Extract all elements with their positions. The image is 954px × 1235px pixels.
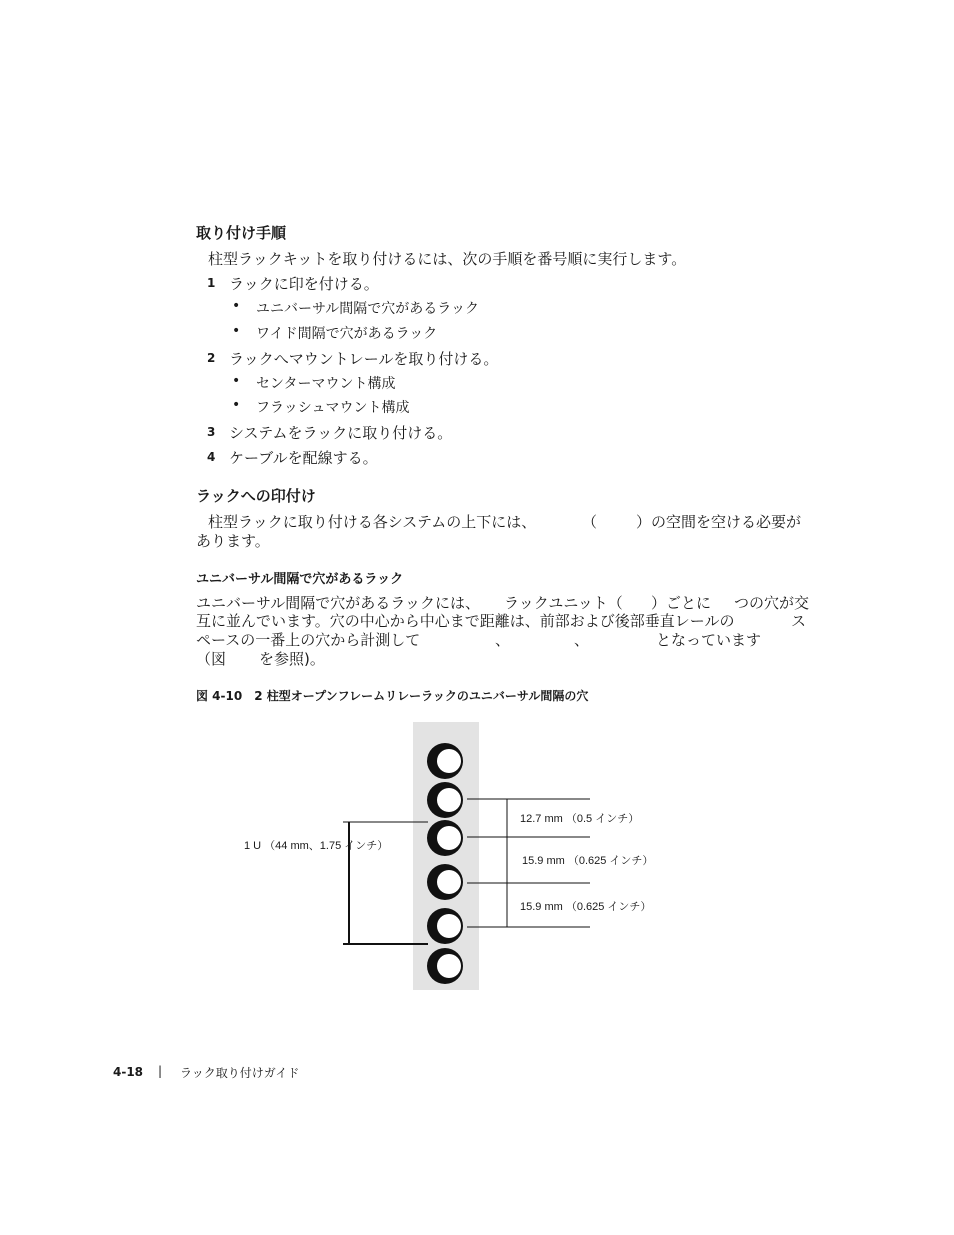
bullet-item: フラッシュマウント構成 xyxy=(256,400,410,416)
subsection-title: ユニバーサル間隔で穴があるラック xyxy=(196,572,404,587)
intro-text: 柱型ラックキットを取り付けるには、次の手順を番号順に実行します。 xyxy=(208,250,687,268)
paragraph-text: ）ごとに xyxy=(651,594,712,612)
section-title-install-steps: 取り付け手順 xyxy=(196,224,287,242)
page-number: 4-18 xyxy=(113,1065,144,1079)
rack-hole-icon xyxy=(427,820,463,856)
paragraph-text: つの穴が交 xyxy=(734,594,810,612)
paragraph-text: （ xyxy=(582,513,598,531)
bullet-icon: • xyxy=(232,373,241,389)
paragraph-text: 、 xyxy=(495,631,511,649)
paragraph-text: を参照)。 xyxy=(259,650,325,668)
rack-hole-icon xyxy=(427,908,463,944)
bullet-icon: • xyxy=(232,298,241,314)
label-1u: 1 U （44 mm、1.75 インチ） xyxy=(244,840,389,852)
footer-guide-title: ラック取り付けガイド xyxy=(180,1066,300,1080)
footer-separator: | xyxy=(158,1064,163,1078)
paragraph-text: （図 xyxy=(196,650,227,668)
figure-caption: 図 4-10 2 柱型オープンフレームリレーラックのユニバーサル間隔の穴 xyxy=(196,689,589,703)
paragraph-text: となっています xyxy=(656,631,762,649)
paragraph-text: 柱型ラックに取り付ける各システムの上下には、 xyxy=(208,513,537,531)
rack-hole-icon xyxy=(427,864,463,900)
bullet-item: ユニバーサル間隔で穴があるラック xyxy=(256,301,480,317)
paragraph-text: 互に並んでいます。穴の中心から中心まで距離は、前部および後部垂直レールの xyxy=(196,612,735,630)
rack-hole-icon xyxy=(427,782,463,818)
step-number: 4 xyxy=(207,450,216,464)
label-dimension: 15.9 mm （0.625 インチ） xyxy=(520,901,652,913)
rack-hole-icon xyxy=(427,948,463,984)
paragraph-text: ラックユニット（ xyxy=(504,594,623,612)
paragraph-text: ユニバーサル間隔で穴があるラックには、 xyxy=(196,594,480,612)
paragraph-text: ）の空間を空ける必要が xyxy=(636,513,802,531)
bullet-icon: • xyxy=(232,323,241,339)
paragraph-text: ス xyxy=(791,612,807,630)
step-number: 2 xyxy=(207,351,216,365)
step-text: ラックへマウントレールを取り付ける。 xyxy=(229,350,499,368)
bullet-icon: • xyxy=(232,397,241,413)
rack-hole-icon xyxy=(427,743,463,779)
paragraph-text: あります。 xyxy=(196,532,270,550)
section-title-marking: ラックへの印付け xyxy=(196,487,316,505)
paragraph-text: 、 xyxy=(574,631,590,649)
step-text: システムをラックに取り付ける。 xyxy=(229,424,453,442)
step-number: 1 xyxy=(207,276,216,290)
paragraph-text: ペースの一番上の穴から計測して xyxy=(196,631,421,649)
step-number: 3 xyxy=(207,425,216,439)
label-dimension: 12.7 mm （0.5 インチ） xyxy=(520,813,640,825)
label-dimension: 15.9 mm （0.625 インチ） xyxy=(522,855,654,867)
step-text: ケーブルを配線する。 xyxy=(229,449,378,467)
bullet-item: ワイド間隔で穴があるラック xyxy=(256,326,438,342)
step-text: ラックに印を付ける。 xyxy=(229,275,379,293)
bullet-item: センターマウント構成 xyxy=(256,376,396,392)
